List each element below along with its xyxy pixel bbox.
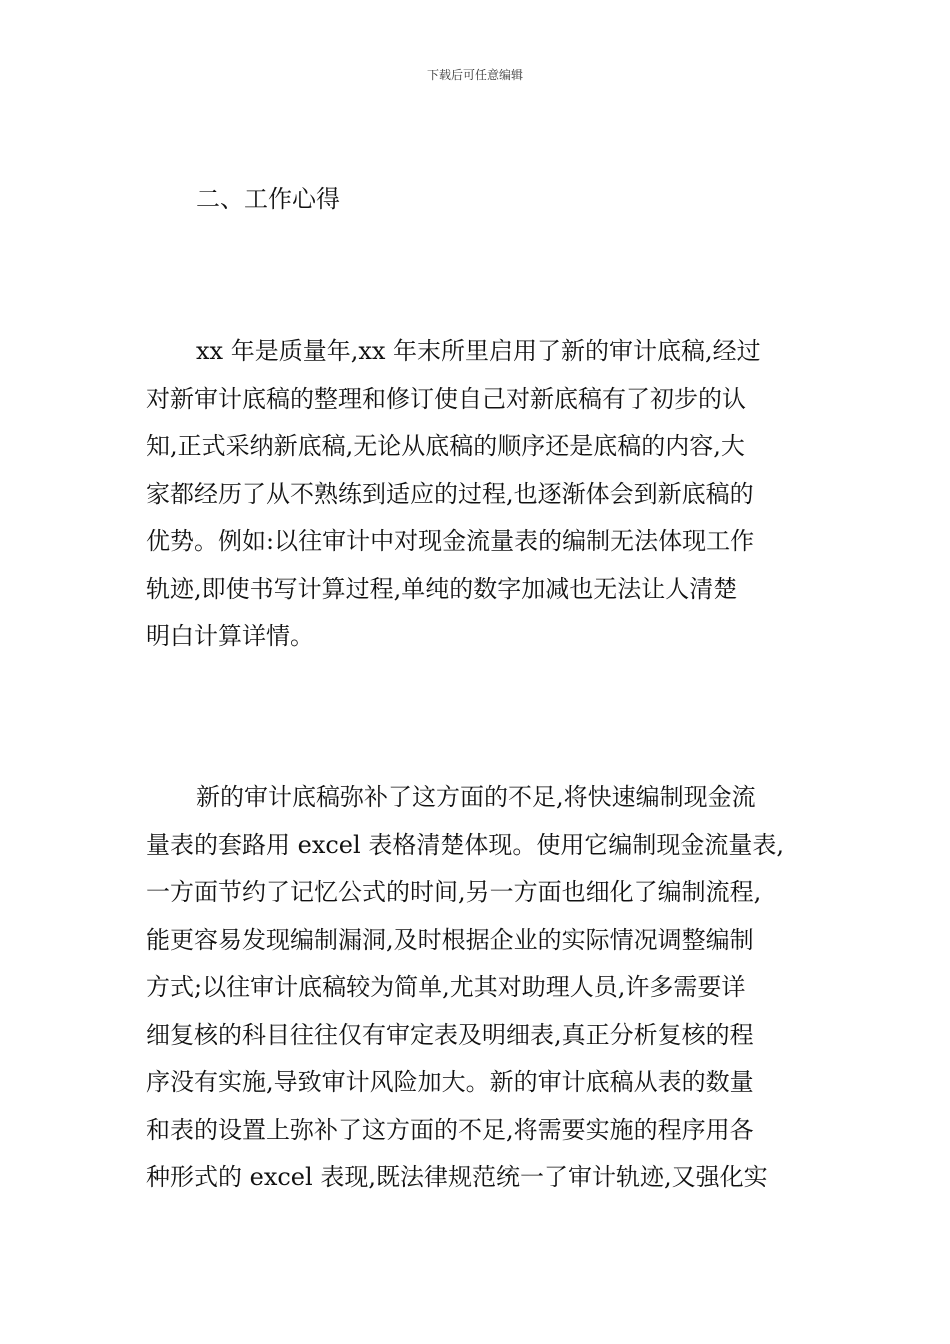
- paragraph-line: 家都经历了从不熟练到适应的过程,也逐渐体会到新底稿的: [146, 480, 754, 508]
- paragraph-line: 序没有实施,导致审计风险加大。新的审计底稿从表的数量: [146, 1068, 754, 1096]
- section-heading: 二、工作心得: [196, 185, 340, 213]
- paragraph-line: 优势。例如:以往审计中对现金流量表的编制无法体现工作: [146, 527, 755, 555]
- paragraph-line: 能更容易发现编制漏洞,及时根据企业的实际情况调整编制: [146, 926, 754, 954]
- paragraph-line: 量表的套路用 excel 表格清楚体现。使用它编制现金流量表,: [146, 831, 784, 859]
- paragraph-line: 种形式的 excel 表现,既法律规范统一了审计轨迹,又强化实: [146, 1163, 768, 1191]
- paragraph-line: xx 年是质量年,xx 年末所里启用了新的审计底稿,经过: [196, 337, 761, 365]
- paragraph-line: 明白计算详情。: [146, 622, 314, 650]
- paragraph-line: 和表的设置上弥补了这方面的不足,将需要实施的程序用各: [146, 1116, 754, 1144]
- header-note: 下载后可任意编辑: [426, 68, 523, 82]
- paragraph-line: 细复核的科目往往仅有审定表及明细表,真正分析复核的程: [146, 1021, 754, 1049]
- paragraph-line: 对新审计底稿的整理和修订使自己对新底稿有了初步的认: [146, 385, 746, 413]
- paragraph-line: 方式;以往审计底稿较为简单,尤其对助理人员,许多需要详: [146, 973, 746, 1001]
- paragraph-line: 一方面节约了记忆公式的时间,另一方面也细化了编制流程,: [146, 878, 762, 906]
- paragraph-line: 新的审计底稿弥补了这方面的不足,将快速编制现金流: [196, 783, 756, 811]
- paragraph-line: 知,正式采纳新底稿,无论从底稿的顺序还是底稿的内容,大: [146, 432, 745, 460]
- paragraph-line: 轨迹,即使书写计算过程,单纯的数字加减也无法让人清楚: [146, 575, 738, 603]
